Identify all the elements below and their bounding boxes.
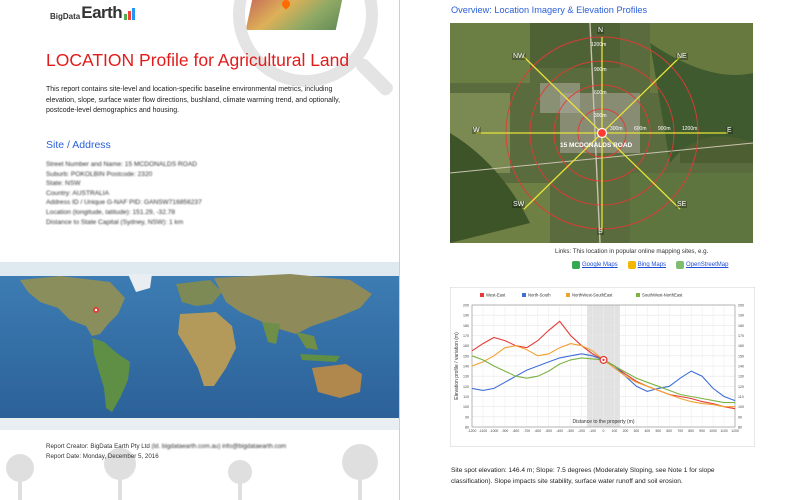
site-address-heading: Site / Address [46, 139, 111, 151]
compass-label-s: S [598, 228, 603, 235]
x-tick-label: 500 [655, 429, 662, 433]
link-label: Bing Maps [637, 262, 667, 268]
site-marker-dot [602, 359, 604, 361]
y-tick-label-right: 120 [738, 384, 744, 389]
x-tick-label: 900 [699, 429, 705, 433]
y-tick-label: 140 [463, 364, 469, 369]
y-tick-label: 120 [463, 384, 469, 389]
x-tick-label: -900 [501, 429, 509, 433]
y-tick-label-right: 150 [738, 354, 744, 359]
aerial-imagery [450, 23, 753, 243]
y-tick-label-right: 110 [738, 395, 744, 399]
link-label: Google Maps [582, 262, 618, 268]
y-tick-label: 150 [463, 354, 469, 359]
y-tick-label-right: 130 [738, 374, 744, 379]
y-tick-label: 190 [463, 313, 469, 318]
ring-label: 600m [594, 90, 607, 96]
openstreetmap-icon [676, 261, 684, 269]
legend-label: SouthWest-NorthEast [642, 292, 683, 298]
bing-maps-link[interactable] [628, 261, 666, 269]
links-caption: Links: This location in popular online mapping sites, e.g. [555, 248, 709, 255]
x-tick-label: -600 [534, 429, 542, 433]
x-tick-label: -500 [545, 429, 553, 433]
legend-label: NorthWest-SouthEast [572, 292, 613, 298]
report-intro: This report contains site-level and location-specific baseline environmental metrics, including elevation, slope, surface water flow directions, bushland, climate warming trend, and optionally, postcode-level demographics and housing. [46, 86, 341, 114]
bing-maps-icon [628, 261, 636, 269]
x-tick-label: 0 [602, 429, 605, 433]
x-tick-label: 100 [611, 429, 618, 433]
legend-label: West-East [486, 292, 506, 298]
x-tick-label: -1000 [489, 429, 499, 433]
magnifier-handle [354, 56, 396, 98]
compass-label-n: N [598, 27, 604, 34]
ring-label: 300m [594, 113, 607, 119]
compass-label-e: E [727, 127, 732, 134]
map-links [572, 261, 728, 269]
address-line: Location (longitude, latitude): 151.29, -32.78 [46, 208, 176, 216]
x-tick-label: 1200 [731, 429, 739, 433]
compass-label-ne: NE [677, 53, 687, 60]
creator-contact: (ld. bigdataearth.com.au) info@bigdataearth.com [151, 443, 287, 450]
report-creator [46, 442, 286, 452]
ring-label-east: 900m [658, 126, 671, 132]
elevation-profile-chart [450, 287, 755, 447]
compass-label-nw: NW [513, 53, 525, 60]
y-axis-label: Elevation profile / variation (m) [454, 332, 460, 400]
x-tick-label: 800 [688, 429, 695, 433]
y-tick-label-right: 180 [738, 323, 744, 328]
report-title: LOCATION Profile for Agricultural Land [46, 50, 350, 70]
report-footer [46, 442, 286, 461]
x-tick-label: -200 [578, 429, 585, 433]
x-tick-label: 400 [644, 429, 651, 433]
ring-label: 900m [594, 67, 607, 73]
x-tick-label: -1100 [478, 429, 488, 433]
report-date: Report Date: Monday, December 5, 2016 [46, 452, 159, 460]
link-label: OpenStreetMap [686, 262, 729, 268]
compass-label-sw: SW [513, 201, 525, 208]
y-tick-label-right: 160 [738, 344, 744, 349]
y-tick-label-right: 140 [738, 364, 744, 369]
ring-label: 1200m [591, 42, 607, 48]
address-line: Country: AUSTRALIA [46, 189, 110, 197]
address-line: Street Number and Name: 15 MCDONALDS ROAD [46, 161, 197, 168]
compass-label-se: SE [677, 201, 687, 208]
x-tick-label: -400 [556, 429, 564, 433]
address-line: State: NSW [46, 180, 81, 188]
legend-swatch [566, 293, 570, 297]
y-tick-label: 180 [463, 323, 469, 328]
google-maps-link[interactable] [572, 261, 618, 269]
legend-swatch [480, 293, 484, 297]
y-tick-label-right: 200 [738, 303, 744, 308]
y-tick-label: 100 [463, 405, 469, 410]
x-tick-label: 300 [633, 429, 640, 433]
x-tick-label: 1000 [709, 429, 717, 433]
y-tick-label: 90 [465, 415, 469, 420]
y-tick-label: 160 [463, 344, 469, 349]
x-tick-label: 700 [677, 429, 684, 433]
x-axis-label: Distance to the property (m) [572, 419, 635, 425]
y-tick-label: 200 [463, 303, 469, 308]
address-line: Distance to State Capital (Sydney, NSW): 1 km [46, 218, 184, 226]
y-tick-label-right: 90 [738, 415, 742, 420]
x-tick-label: 600 [666, 429, 673, 433]
logo-bars-icon [124, 8, 135, 20]
y-tick-label: 80 [465, 425, 469, 430]
address-details [46, 160, 326, 227]
legend-swatch [636, 293, 640, 297]
x-tick-label: -300 [567, 429, 575, 433]
openstreetmap-link[interactable] [676, 261, 728, 269]
elevation-chart-svg [450, 287, 755, 447]
address-line: Suburb: POKOLBIN Postcode: 2320 [46, 170, 153, 178]
creator-label: Report Creator: BigData Earth Pty Ltd [46, 443, 150, 450]
google-maps-icon [572, 261, 580, 269]
y-tick-label-right: 170 [738, 334, 744, 338]
compass-label-w: W [473, 127, 480, 134]
magnifier-icon [233, 0, 378, 87]
y-tick-label-right: 190 [738, 313, 744, 318]
world-map-image [0, 262, 400, 430]
overview-heading: Overview: Location Imagery & Elevation Profiles [451, 5, 648, 15]
y-tick-label-right: 80 [738, 425, 742, 430]
legend-swatch [522, 293, 526, 297]
x-tick-label: 1100 [720, 429, 728, 433]
ring-label-east: 1200m [682, 126, 698, 132]
ring-label-east: 600m [634, 126, 647, 132]
x-tick-label: 200 [622, 429, 629, 433]
y-tick-label-right: 100 [738, 405, 744, 410]
site-spot-elevation-text: Site spot elevation: 146.4 m; Slope: 7.5 degrees (Moderately Sloping, see Note 1 for slope classification). Slope impacts site stability, surface water runoff and soil erosion. [451, 467, 715, 485]
y-tick-label: 130 [463, 374, 469, 379]
y-tick-label: 110 [463, 395, 469, 399]
location-label: 15 MCDONALDS ROAD [560, 142, 633, 149]
ring-label-east: 300m [610, 126, 623, 132]
x-tick-label: -700 [523, 429, 531, 433]
y-tick-label: 170 [463, 334, 469, 338]
x-tick-label: -1200 [467, 429, 477, 433]
x-tick-label: -800 [512, 429, 520, 433]
address-line: Address ID / Unique G-NAF PID: GANSW716856237 [46, 199, 202, 207]
logo-text-small: BigData [50, 12, 81, 21]
x-tick-label: -100 [589, 429, 596, 433]
bigdata-earth-logo [50, 3, 135, 23]
legend-label: North-South [528, 292, 551, 298]
overview-page [405, 0, 800, 500]
logo-text-big: Earth [81, 3, 123, 22]
